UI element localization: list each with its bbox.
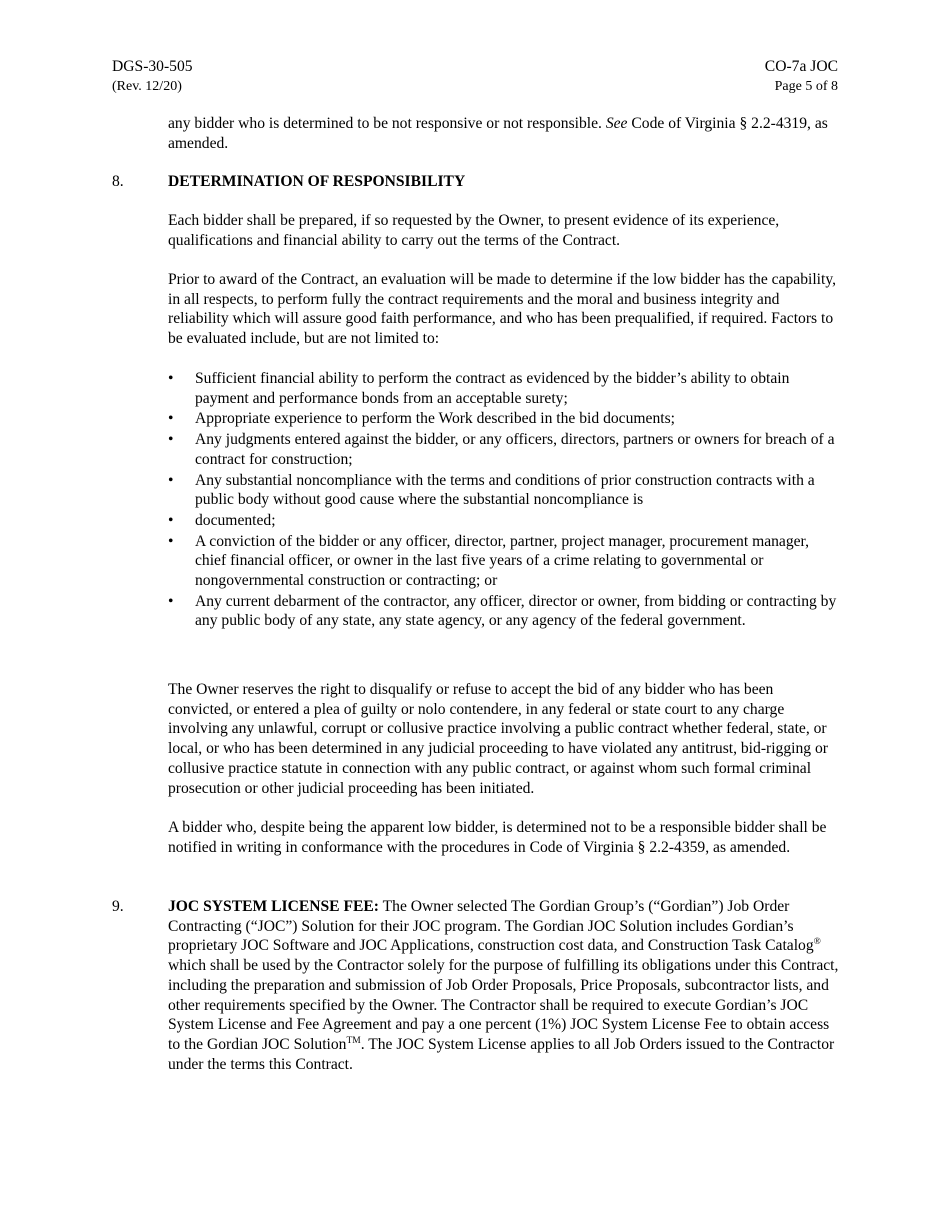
list-item: • Appropriate experience to perform the Work described in the bid documents; [168, 410, 675, 428]
bullet-icon: • [168, 431, 174, 449]
section-9-title: JOC SYSTEM LICENSE FEE: [168, 898, 379, 915]
bullet-icon: • [168, 532, 174, 550]
list-item: • Sufficient financial ability to perform the contract as evidenced by the bidder’s ability to obtain payment and performance bonds from an acceptable surety; [168, 370, 790, 407]
page-number: Page 5 of 8 [774, 78, 838, 94]
list-item: • Any substantial noncompliance with the terms and conditions of prior construction contracts with a public body without good cause where the substantial noncompliance is [168, 471, 815, 509]
section-8-title: DETERMINATION OF RESPONSIBILITY [168, 173, 466, 190]
see-citation: See [605, 115, 628, 132]
bullet-icon: • [168, 370, 174, 387]
section-8-paragraph-2: Prior to award of the Contract, an evaluation will be made to determine if the low bidder has the capability, in all respects, to perform fully the contract requirements and the moral and business integrity and reliability which will assure good faith performance, and who has been prequalified, if required. Factors to be evaluated include, but are not limited to: [168, 271, 837, 348]
form-number: DGS-30-505 [112, 58, 193, 75]
page-header-left [112, 57, 193, 96]
bullet-icon: • [168, 471, 174, 489]
section-8-paragraph-1: Each bidder shall be prepared, if so requested by the Owner, to present evidence of its experience, qualifications and financial ability to carry out the terms of the Contract. [168, 212, 780, 249]
section-9-paragraph: JOC SYSTEM LICENSE FEE: The Owner selected The Gordian Group’s (“Gordian”) Job Order Contracting (“JOC”) Solution for their JOC program. The Gordian JOC Solution includes Gordian’s proprietary JOC Software and JOC Applications, construction cost data, and Construction Task Catalog® which shall be used by the Contractor solely for the purpose of fulfilling its obligations under this Contract, including the preparation and submission of Job Order Proposals, Price Proposals, subcontractor lists, and other requirements specified by the Owner. The Contractor shall be required to execute Gordian’s JOC System License and Fee Agreement and pay a one percent (1%) JOC System License Fee to obtain access to the Gordian JOC Solution™. The JOC System License applies to all Job Orders issued to the Contractor under the terms this Contract. [168, 898, 839, 1073]
list-item: • Any judgments entered against the bidder, or any officers, directors, partners or owners for breach of a contract for construction; [168, 431, 835, 468]
section-8-number: 8. [112, 173, 124, 190]
list-item: • A conviction of the bidder or any officer, director, partner, project manager, procurement manager, chief financial officer, or owner in the last five years of a crime relating to governmental or nongovernmental construction or contracting; or [168, 532, 810, 590]
section-9-number: 9. [112, 898, 124, 915]
page-header-right [765, 57, 838, 96]
bullet-icon: • [168, 511, 174, 529]
trademark-mark: TM [346, 1035, 361, 1046]
intro-continuation: any bidder who is determined to be not responsive or not responsible. See Code of Virginia § 2.2-4319, as amended. [168, 115, 828, 152]
bullet-icon: • [168, 592, 174, 610]
section-8-paragraph-4: A bidder who, despite being the apparent low bidder, is determined not to be a responsible bidder shall be notified in writing in conformance with the procedures in Code of Virginia § 2.2-4359, as amended. [168, 819, 827, 856]
bullet-icon: • [168, 410, 174, 428]
document-code: CO-7a JOC [764, 58, 838, 75]
section-8-paragraph-3: The Owner reserves the right to disqualify or refuse to accept the bid of any bidder who has been convicted, or entered a plea of guilty or nolo contendere, in any federal or state court to any charge involving any unlawful, corrupt or collusive practice involving a public contract whether federal, state, or local, or who has been determined in any judicial proceeding to have violated any antitrust, bid-rigging or collusive practice statute in connection with any public contract, or against whom such formal criminal prosecution or other judicial proceeding has been initiated. [168, 681, 828, 797]
list-item: • Any current debarment of the contractor, any officer, director or owner, from bidding or contracting by any public body of any state, any state agency, or any agency of the federal government. [168, 592, 837, 630]
responsibility-factors-list [168, 369, 840, 632]
list-item: • documented; [168, 511, 276, 529]
registered-mark: ® [813, 937, 821, 948]
revision-date: (Rev. 12/20) [112, 78, 182, 94]
